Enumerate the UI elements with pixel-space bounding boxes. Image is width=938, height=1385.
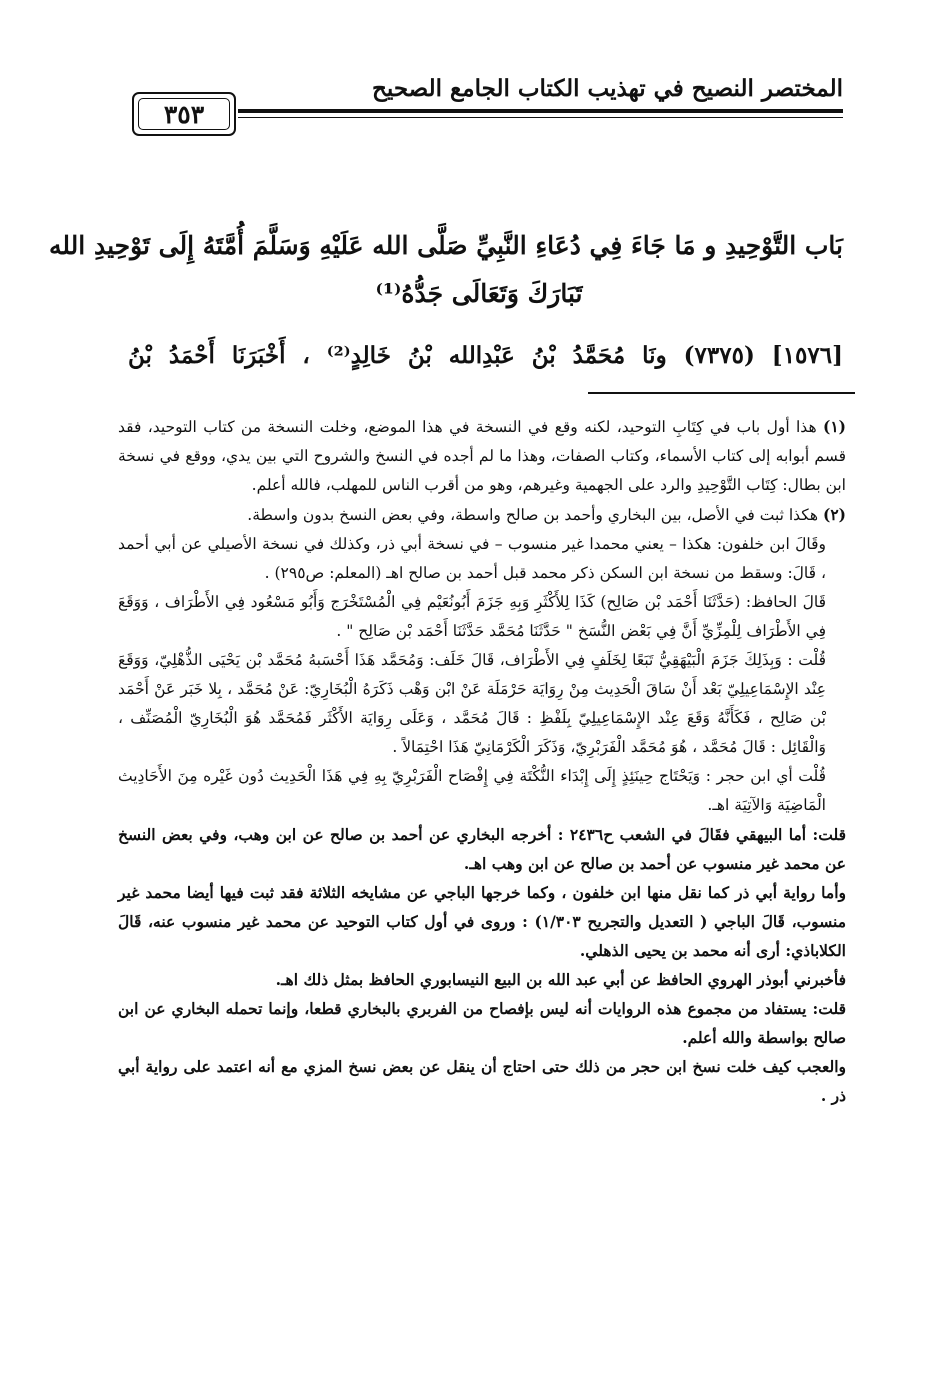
hadith-chain: [١٥٧٦] (٧٣٧٥) ونَا مُحَمَّدُ بْنُ عَبْدِالله بْنُ خَالِدٍ⁽²⁾ ، أَخْبَرَنَا أَحْمَدُ بْنُ xyxy=(128,342,843,369)
header-rule-thick xyxy=(238,109,843,113)
footnote-2-paragraph: والعجب كيف خلت نسخ ابن حجر من ذلك حتى احتاج أن ينقل عن بعض نسخ المزي مع أنه اعتمد على رواية أبي ذر . xyxy=(118,1057,846,1105)
chapter-heading xyxy=(49,222,843,318)
footnote-2-paragraph: فأخبرني أبوذر الهروي الحافظ عن أبي عبد الله بن البيع النيسابوري الحافظ بمثل ذلك اهـ. xyxy=(275,970,846,989)
footnote-separator xyxy=(588,392,855,394)
footnote-2-intro: هكذا ثبت في الأصل، بين البخاري وأحمد بن صالح واسطة، وفي بعض النسخ بدون واسطة. xyxy=(247,506,819,524)
footnotes xyxy=(118,412,846,1110)
book-title: المختصر النصيح في تهذيب الكتاب الجامع الصحيح xyxy=(372,75,843,102)
chapter-title-line-1: بَاب التَّوْحِيدِ و مَا جَاءَ فِي دُعَاءِ النَّبِيِّ صَلَّى الله عَلَيْهِ وَسَلَّمَ أُمَّتَهُ إِلَى تَوْحِيدِ الله xyxy=(49,231,843,260)
footnote-1-number: (١) xyxy=(822,417,846,436)
footnote-2 xyxy=(118,500,846,530)
footnote-1 xyxy=(118,412,846,500)
footnote-2-paragraph: قَالَ الحافظ: (حَدَّثَنَا أَحْمَد بْن صَالِح) كَذَا لِلأَكْثَرِ وَبِهِ جَزَمَ أَبُونُعَيْم فِي الْمُسْتَخْرَج وَأَبُو مَسْعُود فِي الأَطْرَاف ، وَوَقَعَ فِي الأَطْرَاف لِلْمِزِّيِّ أَنَّ فِي بَعْض النُّسَخ " حَدَّثَنَا مُحَمَّد حَدَّثَنَا أَحْمَد بْن صَالِح " . xyxy=(118,593,826,640)
page-number-text: ٣٥٣ xyxy=(163,99,205,129)
footnote-2-paragraph: قُلْت : وَبِذَلِكَ جَزَمَ الْبَيْهَقِيُّ تَبَعًا لِخَلَفٍ فِي الأَطْرَاف، قَالَ خَلَف: وَمُحَمَّد هَذَا أَحْسَبهُ مُحَمَّد بْن يَحْيَى الذُّهْلِيّ، وَوَقَعَ عِنْد الإِسْمَاعِيلِيّ بَعْد أَنْ سَاقَ الْحَدِيث مِنْ رِوَايَة حَرْمَلَة عَنْ ابْن وَهْب ذَكَرَهُ الْبُخَارِيّ: عَنْ مُحَمَّد ، بِلا خَبَر عَنْ أَحْمَد بْن صَالِح ، فَكَأَنَّهُ وَقَعَ عِنْد الإِسْمَاعِيلِيّ بِلَفْظِ : قَالَ مُحَمَّد ، وَعَلَى رِوَايَة الأَكْثَر فَمُحَمَّد هُوَ الْبُخَارِيّ الْمُصَنِّف ، وَالْقَائِل : قَالَ مُحَمَّد ، هُوَ مُحَمَّد الْفَرَبْرِيّ، وَذَكَرَ الْكَرْمَانِيّ هَذَا احْتِمَالاً . xyxy=(118,651,826,756)
page-number xyxy=(132,92,236,136)
chapter-title-line-2: تَبَارَكَ وَتَعَالَى جَدُّهُ⁽¹⁾ xyxy=(375,279,583,308)
footnote-2-paragraph: قلت: أما البيهقي فقَالَ في الشعب ح٢٤٣٦ : أخرجه البخاري عن أحمد بن صالح عن ابن وهب، وفي بعض النسخ عن محمد غير منسوب عن أحمد بن صالح عن ابن وهب اهـ. xyxy=(118,825,847,873)
footnote-2-paragraph: وأما رواية أبي ذر كما نقل منها ابن خلفون ، وكما خرجها الباجي عن مشايخه الثلاثة فقد ثبت فيها أيضا محمد غير منسوب، قَالَ الباجي ( التعديل والتجريح ١/٣٠٣) : وروى في أول كتاب التوحيد عن محمد غير منسوب عنه، قَالَ الكلاباذي: أرى أنه محمد بن يحيى الذهلي. xyxy=(118,883,846,960)
footnote-2-paragraph: وقَالَ ابن خلفون: هكذا – يعني محمدا غير منسوب – في نسخة أبي ذر، وكذلك في نسخة الأصيلي عن أبي أحمد ، قَالَ: وسقط من نسخة ابن السكن ذكر محمد قبل أحمد بن صالح اهـ (المعلم: ص٢٩٥) . xyxy=(118,535,826,582)
header-rule-thin xyxy=(238,117,843,118)
footnote-2-number: (٢) xyxy=(822,505,846,524)
footnote-2-paragraph: قُلْت أي ابن حجر : وَيَحْتَاج حِينَئِذٍ إِلَى إِبْدَاء النُّكْتَة فِي إِفْصَاح الْفَرَبْرِيّ بِهِ فِي هَذَا الْحَدِيث دُون غَيْره مِنَ الأَحَادِيث الْمَاضِيَة وَالآتِيَة اهـ. xyxy=(118,767,826,814)
footnote-2-paragraph: قلت: يستفاد من مجموع هذه الروايات أنه ليس بإفصاح من الفربري بالبخاري قطعا، وإنما تحمله البخاري عن ابن صالح بواسطة والله أعلم. xyxy=(118,999,846,1047)
footnote-1-text: هذا أول باب في كِتَابِ التوحيد، لكنه وقع في النسخة في هذا الموضع، وخلت النسخة من كتاب التوحيد، فقد قسم أبوابه إلى كتاب الأسماء، وكتاب الصفات، وهذا ما لم أجده في النسخ والشروح التي بين يدي، ووقع في نسخة ابن بطال: كِتَاب التَّوْحِيدِ والرد على الجهمية وغيرهم، وهو من أقرب الناس للمهلب، فالله أعلم. xyxy=(118,418,846,494)
